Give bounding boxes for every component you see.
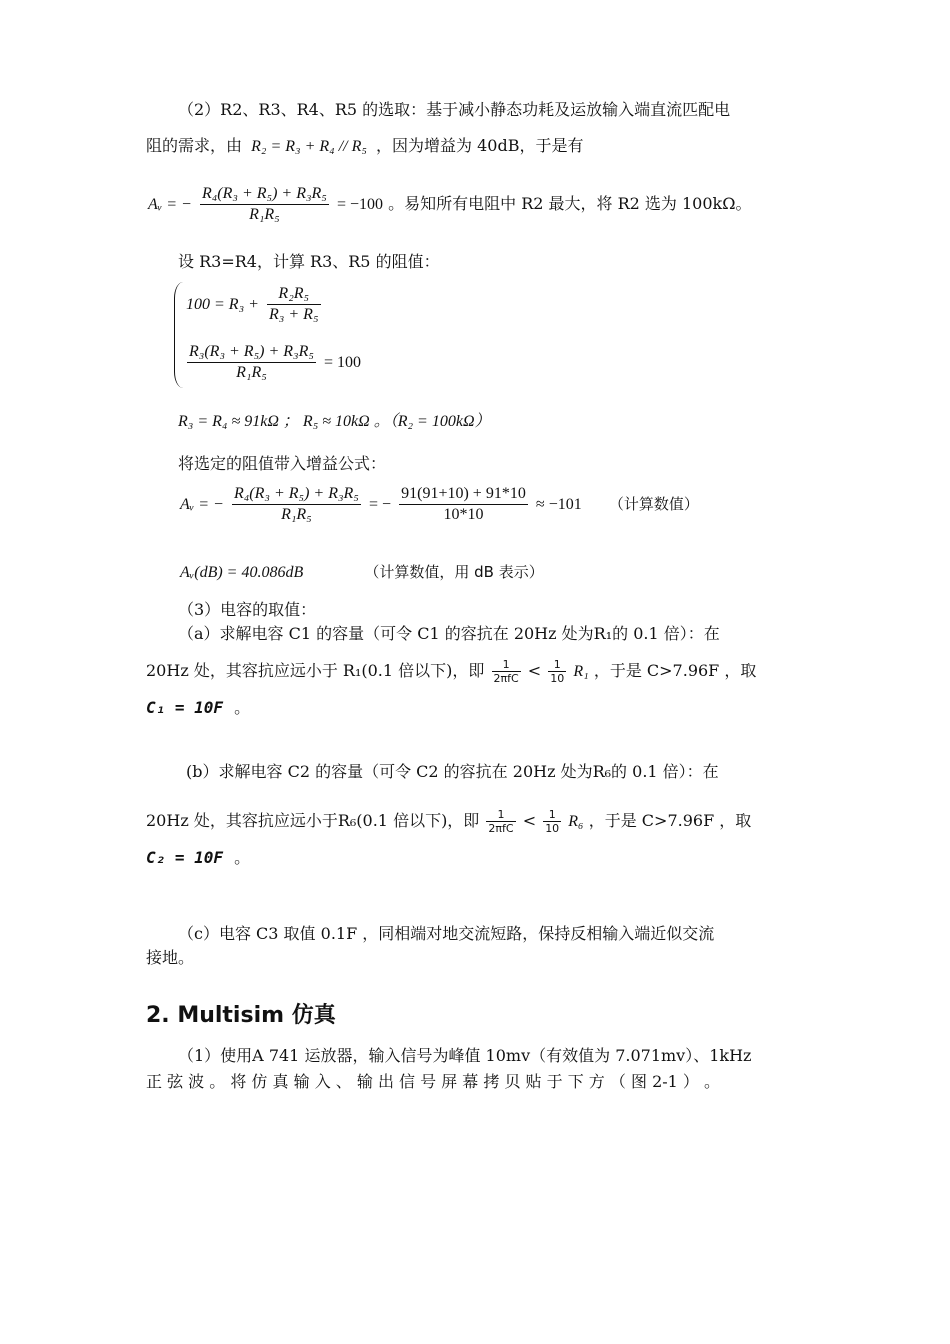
system-a-fraction [267, 284, 320, 325]
cap-a-frac1-num: 1 [492, 658, 521, 672]
section-heading-multisim: 2. Multisim 仿真 [146, 1003, 336, 1028]
cap-a-c1: C₁ = 10F [146, 698, 224, 717]
system-equation-a [186, 284, 324, 325]
eq1-lhs: Aᵥ = − [148, 196, 192, 213]
system-a-denominator: R₃ + R₅ [269, 306, 319, 323]
equation-gain-1 [148, 184, 752, 225]
capacitor-c-line1: （c）电容 C3 取值 0.1F ，同相端对地交流短路，保持反相输入端近似交流 [178, 924, 715, 943]
capacitor-b-result [146, 846, 250, 870]
system-b-numerator: R₃(R₃ + R₅) + R₃R₅ [187, 342, 316, 363]
equation-gain-db [180, 560, 544, 585]
cap-b-frac1-den: 2πfC [488, 822, 514, 835]
cap-a-fraction-1 [492, 658, 521, 685]
cap-b-frac1-num: 1 [486, 808, 515, 822]
eq1-numerator: R₄(R₃ + R₅) + R₃R₅ [200, 184, 329, 205]
eq2-numeric-numerator: 91(91+10) + 91*10 [399, 484, 528, 505]
paragraph-r-selection-line1: （2）R2、R3、R4、R5 的选取：基于减小静态功耗及运放输入端直流匹配电 [178, 100, 731, 119]
cap-b-fraction-1 [486, 808, 515, 835]
text-gain: ，因为增益为 40dB，于是有 [376, 136, 584, 155]
cap-b-r6: R₆ [568, 813, 584, 830]
capacitor-a-line1: （a）求解电容 C1 的容量（可令 C1 的容抗在 20Hz 处为R₁的 0.1 倍）：在 [178, 624, 720, 643]
eq2-lhs: Aᵥ = − [180, 496, 224, 513]
cap-a-frac2-num: 1 [548, 658, 566, 672]
system-a-numerator: R₂R₅ [267, 284, 320, 305]
capacitor-b-line1: (b）求解电容 C2 的容量（可令 C2 的容抗在 20Hz 处为R₆的 0.1 倍）：在 [186, 762, 719, 781]
section-paragraph-line2: 正 弦 波 。 将 仿 真 输 入 、 输 出 信 号 屏 幕 拷 贝 贴 于 下 方 （ 图 2-1 ） 。 [146, 1072, 721, 1091]
resistor-values: R₃ = R₄ ≈ 91kΩ ； R₅ ≈ 10kΩ 。（R₂ = 100kΩ） [178, 413, 491, 430]
cap-b-frac2-den: 10 [545, 822, 560, 835]
cap-a-less-than: < [527, 661, 542, 680]
cap-a-frac2-den: 10 [550, 672, 565, 685]
eq2-note: （计算数值） [608, 495, 699, 513]
cap-b-post: ，于是 C>7.96F ，取 [588, 811, 752, 830]
eq2-numerator: R₄(R₃ + R₅) + R₃R₅ [232, 484, 361, 505]
cap-b-less-than: < [522, 811, 537, 830]
equation-r2: R₂ = R₃ + R₄ // R₅ [251, 138, 367, 155]
cap-a-fraction-2 [548, 658, 566, 685]
eq2-numeric-denominator: 10*10 [443, 506, 484, 523]
eq1-fraction [200, 184, 329, 225]
cap-b-fraction-2 [543, 808, 561, 835]
capacitor-b-line2 [146, 808, 751, 835]
cap-b-end: 。 [234, 848, 251, 867]
system-b-denominator: R₁R₅ [236, 364, 267, 381]
paragraph-r-selection-line2 [146, 134, 583, 159]
text-need: 阻的需求，由 [146, 136, 243, 155]
system-brace [174, 282, 183, 388]
eq2-mid: = − [368, 496, 392, 513]
system-a-lhs: 100 = R₃ + [186, 296, 259, 313]
paragraph-assume: 设 R3=R4，计算 R3、R5 的阻值： [178, 252, 440, 271]
cap-a-post: ，于是 C>7.96F ，取 [593, 661, 757, 680]
eq1-rhs: = −100 [336, 196, 384, 213]
cap-a-pre: 20Hz 处，其容抗应远小于 R₁(0.1 倍以下)，即 [146, 661, 485, 680]
capacitor-a-result [146, 696, 250, 720]
eq3-note: （计算数值，用 dB 表示） [364, 563, 544, 581]
system-b-rhs: = 100 [324, 354, 362, 371]
equation-gain-2 [180, 484, 699, 525]
system-equation-b [184, 342, 361, 383]
capacitor-title: （3）电容的取值： [178, 600, 317, 619]
eq2-rhs: ≈ −101 [535, 496, 582, 513]
capacitor-c-line2: 接地。 [146, 948, 195, 967]
eq2-denominator: R₁R₅ [281, 506, 312, 523]
cap-a-end: 。 [234, 698, 251, 717]
eq2-fraction [232, 484, 361, 525]
eq1-text: 。易知所有电阻中 R2 最大，将 R2 选为 100kΩ。 [388, 194, 752, 213]
capacitor-a-line2 [146, 658, 756, 685]
cap-b-pre: 20Hz 处，其容抗应远小于R₆(0.1 倍以下)，即 [146, 811, 480, 830]
eq1-denominator: R₁R₅ [249, 206, 280, 223]
paragraph-substitute: 将选定的阻值带入增益公式： [178, 454, 387, 473]
cap-a-frac1-den: 2πfC [493, 672, 519, 685]
cap-b-c2: C₂ = 10F [146, 848, 224, 867]
cap-b-frac2-num: 1 [543, 808, 561, 822]
eq2-fraction-numeric [399, 484, 528, 525]
system-b-fraction [187, 342, 316, 383]
cap-a-r1: R₁ [573, 663, 589, 680]
eq3-expr: Aᵥ(dB) = 40.086dB [180, 564, 304, 581]
section-paragraph-line1: （1）使用A 741 运放器，输入信号为峰值 10mv（有效值为 7.071mv）、1kHz [178, 1046, 752, 1065]
